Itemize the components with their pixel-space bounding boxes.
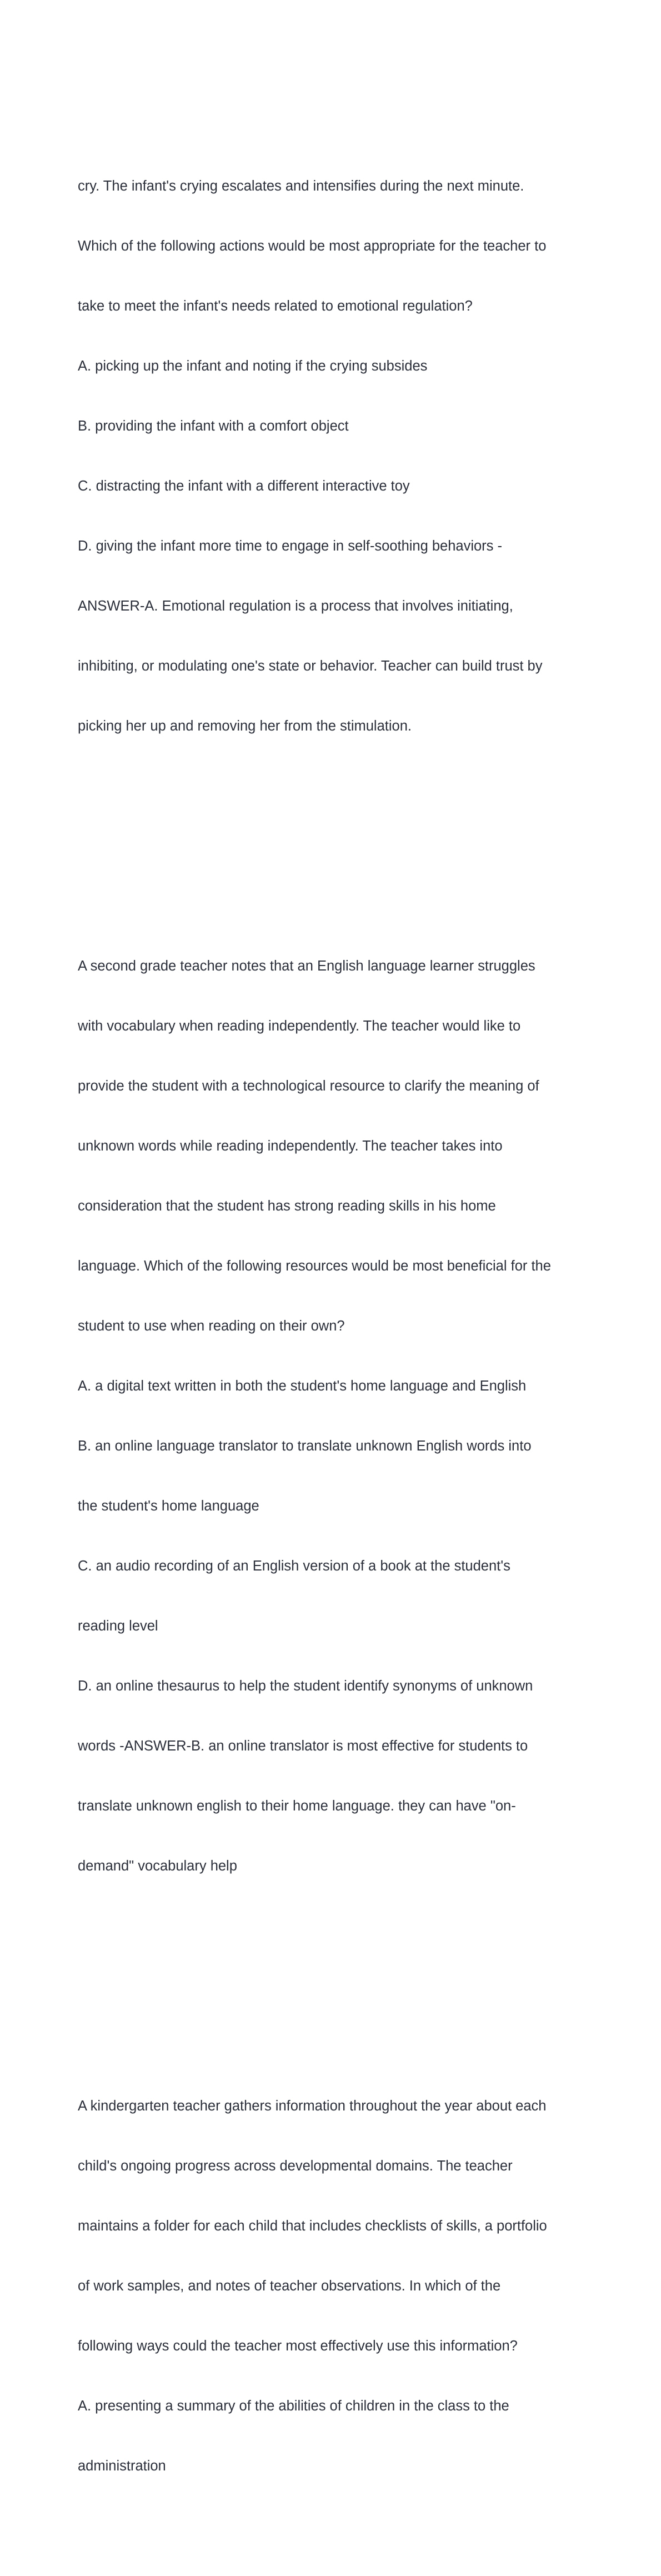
question-stem-line: of work samples, and notes of teacher observations. In which of the (78, 2278, 501, 2294)
question-block-3 (78, 2056, 589, 2516)
option-a-continued: administration (78, 2458, 166, 2474)
question-stem-line: child's ongoing progress across developmental domains. The teacher (78, 2158, 513, 2174)
question-stem-line: provide the student with a technological resource to clarify the meaning of (78, 1078, 539, 1094)
option-b: B. providing the infant with a comfort object (78, 418, 349, 434)
question-stem-line: language. Which of the following resources would be most beneficial for the (78, 1258, 551, 1274)
paragraph-gap (78, 836, 589, 856)
question-stem-line: maintains a folder for each child that includes checklists of skills, a portfolio (78, 2218, 547, 2234)
question-stem-line: student to use when reading on their own? (78, 1318, 345, 1334)
option-c: C. an audio recording of an English version of a book at the student's (78, 1558, 510, 1574)
question-block-1 (78, 136, 589, 776)
question-stem-line: take to meet the infant's needs related to emotional regulation? (78, 298, 473, 314)
document-body (78, 76, 589, 2576)
question-block-2 (78, 916, 589, 1916)
option-d: D. an online thesaurus to help the student identify synonyms of unknown (78, 1678, 533, 1694)
question-stem-line: A second grade teacher notes that an English language learner struggles (78, 958, 535, 974)
answer-line: translate unknown english to their home language. they can have "on- (78, 1798, 516, 1814)
question-stem-line: unknown words while reading independently. The teacher takes into (78, 1138, 503, 1154)
option-d-continued: words -ANSWER-B. an online translator is most effective for students to (78, 1738, 528, 1754)
option-a: A. presenting a summary of the abilities of children in the class to the (78, 2398, 509, 2414)
answer-line: ANSWER-A. Emotional regulation is a process that involves initiating, (78, 598, 513, 614)
answer-line: picking her up and removing her from the stimulation. (78, 718, 412, 734)
option-c-continued: reading level (78, 1618, 158, 1634)
answer-line: inhibiting, or modulating one's state or behavior. Teacher can build trust by (78, 658, 543, 674)
option-b: B. an online language translator to translate unknown English words into (78, 1438, 532, 1454)
option-d: D. giving the infant more time to engage in self-soothing behaviors - (78, 538, 503, 554)
paragraph-gap (78, 1976, 589, 1996)
option-a: A. picking up the infant and noting if the crying subsides (78, 358, 428, 374)
option-a: A. a digital text written in both the student's home language and English (78, 1378, 527, 1394)
question-stem-line: following ways could the teacher most effectively use this information? (78, 2338, 518, 2354)
option-c: C. distracting the infant with a different interactive toy (78, 478, 410, 494)
question-stem-line: A kindergarten teacher gathers information throughout the year about each (78, 2098, 547, 2114)
question-stem-line: Which of the following actions would be most appropriate for the teacher to (78, 238, 547, 254)
question-stem-line: consideration that the student has strong reading skills in his home (78, 1198, 496, 1214)
question-stem-line: cry. The infant's crying escalates and intensifies during the next minute. (78, 178, 524, 194)
answer-line: demand" vocabulary help (78, 1858, 237, 1874)
question-stem-line: with vocabulary when reading independently. The teacher would like to (78, 1018, 521, 1034)
option-b-continued: the student's home language (78, 1498, 259, 1514)
